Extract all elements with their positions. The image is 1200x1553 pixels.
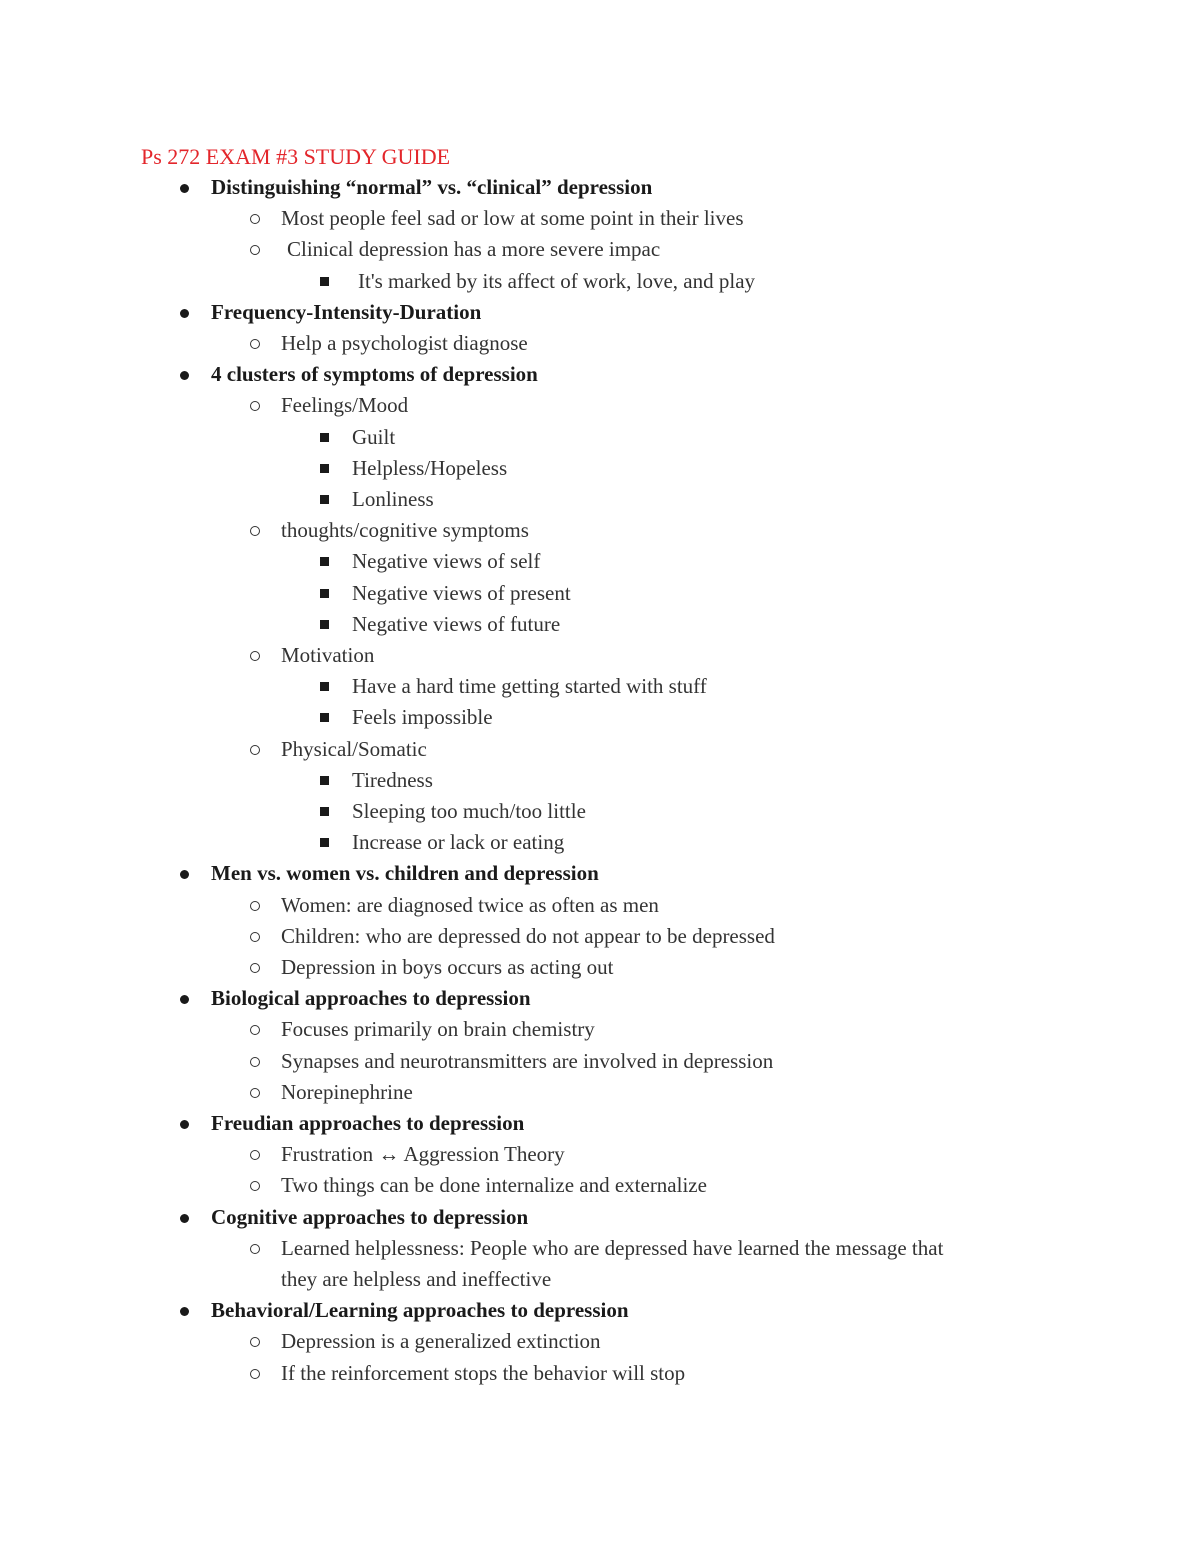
outline-point: Frustration ↔ Aggression Theory xyxy=(281,1142,565,1167)
bullet-square-icon xyxy=(320,776,329,785)
bullet-dot-icon xyxy=(180,371,189,380)
bullet-square-icon xyxy=(320,433,329,442)
outline-point: Norepinephrine xyxy=(281,1079,413,1104)
outline-point: Feelings/Mood xyxy=(281,393,409,418)
bullet-square-icon xyxy=(320,713,329,722)
outline-point: Help a psychologist diagnose xyxy=(281,331,528,355)
bullet-dot-icon xyxy=(180,309,189,318)
section-heading: Distinguishing “normal” vs. “clinical” depression xyxy=(211,175,653,199)
outline-subpoint: It's marked by its affect of work, love, and play xyxy=(358,268,756,293)
outline-point: Children: who are depressed do not appear to be depressed xyxy=(281,923,775,948)
outline-point: Two things can be done internalize and externalize xyxy=(281,1173,707,1198)
bullet-circle-icon xyxy=(250,1337,260,1347)
outline-point: Learned helplessness: People who are depressed have learned the message that xyxy=(281,1235,944,1260)
bullet-square-icon xyxy=(320,557,329,566)
bullet-circle-icon xyxy=(250,1150,260,1160)
bullet-circle-icon xyxy=(250,651,260,661)
section-heading: Cognitive approaches to depression xyxy=(211,1204,529,1229)
bullet-dot-icon xyxy=(180,184,189,193)
bullet-square-icon xyxy=(320,682,329,691)
outline-point: Depression is a generalized extinction xyxy=(281,1329,601,1354)
bullet-square-icon xyxy=(320,277,329,286)
bullet-dot-icon xyxy=(180,1307,189,1316)
bullet-square-icon xyxy=(320,464,329,473)
bullet-circle-icon xyxy=(250,245,260,255)
bullet-circle-icon xyxy=(250,901,260,911)
bullet-dot-icon xyxy=(180,1120,189,1129)
outline-point: Physical/Somatic xyxy=(281,736,427,761)
outline-point: If the reinforcement stops the behavior will stop xyxy=(281,1360,686,1385)
bullet-square-icon xyxy=(320,589,329,598)
outline-subpoint: Negative views of present xyxy=(352,580,571,605)
outline-subpoint: Have a hard time getting started with stuff xyxy=(352,674,707,699)
bullet-circle-icon xyxy=(250,1088,260,1098)
bullet-dot-icon xyxy=(180,870,189,879)
outline-subpoint: Tiredness xyxy=(352,767,433,792)
bullet-circle-icon xyxy=(250,963,260,973)
bullet-circle-icon xyxy=(250,1057,260,1067)
page-title: Ps 272 EXAM #3 STUDY GUIDE xyxy=(141,144,451,169)
outline-subpoint: Negative views of future xyxy=(352,611,561,636)
section-heading: Biological approaches to depression xyxy=(211,986,531,1011)
bullet-circle-icon xyxy=(250,401,260,411)
section-heading: 4 clusters of symptoms of depression xyxy=(211,362,538,387)
bullet-circle-icon xyxy=(250,1181,260,1191)
outline-point-continuation: they are helpless and ineffective xyxy=(281,1267,552,1291)
outline-subpoint: Helpless/Hopeless xyxy=(352,455,508,480)
bullet-circle-icon xyxy=(250,526,260,536)
outline-subpoint: Increase or lack or eating xyxy=(352,830,565,855)
outline-subpoint: Negative views of self xyxy=(352,549,541,574)
section-heading: Frequency-Intensity-Duration xyxy=(211,299,482,324)
bullet-square-icon xyxy=(320,807,329,816)
outline-point: Focuses primarily on brain chemistry xyxy=(281,1017,595,1042)
outline-point: Women: are diagnosed twice as often as men xyxy=(281,892,659,917)
outline-subpoint: Sleeping too much/too little xyxy=(352,799,586,823)
bullet-dot-icon xyxy=(180,1214,189,1223)
bullet-circle-icon xyxy=(250,214,260,224)
outline-subpoint: Feels impossible xyxy=(352,705,493,730)
bullet-circle-icon xyxy=(250,745,260,755)
bullet-circle-icon xyxy=(250,1244,260,1254)
outline-point: Synapses and neurotransmitters are involved in depression xyxy=(281,1048,774,1073)
outline-point: Motivation xyxy=(281,643,375,667)
bullet-square-icon xyxy=(320,620,329,629)
outline-subpoint: Lonliness xyxy=(352,487,434,511)
section-heading: Men vs. women vs. children and depression xyxy=(211,861,599,886)
outline-point: Most people feel sad or low at some point in their lives xyxy=(281,206,744,231)
outline-point: Depression in boys occurs as acting out xyxy=(281,955,614,979)
bullet-dot-icon xyxy=(180,995,189,1004)
section-heading: Freudian approaches to depression xyxy=(211,1111,525,1135)
bullet-circle-icon xyxy=(250,339,260,349)
bullet-square-icon xyxy=(320,495,329,504)
outline-point: thoughts/cognitive symptoms xyxy=(281,518,529,543)
outline-subpoint: Guilt xyxy=(352,424,396,449)
outline-point: Clinical depression has a more severe impac xyxy=(287,237,661,262)
bullet-circle-icon xyxy=(250,1025,260,1035)
bullet-square-icon xyxy=(320,838,329,847)
bullet-circle-icon xyxy=(250,1369,260,1379)
section-heading: Behavioral/Learning approaches to depression xyxy=(211,1298,629,1323)
bullet-circle-icon xyxy=(250,932,260,942)
